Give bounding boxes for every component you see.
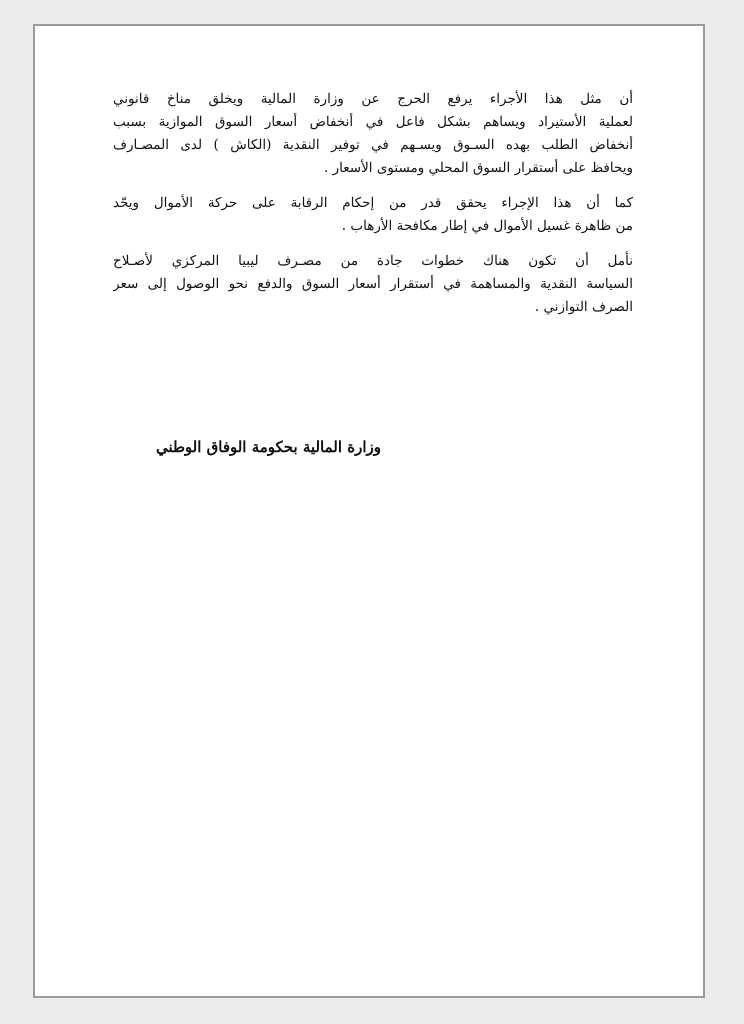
signature-ministry: وزارة المالية بحكومة الوفاق الوطني [155, 438, 381, 456]
paragraph-market-measure [113, 88, 633, 180]
text-line: ويحافظ على أستقرار السوق المحلي ومستوى الأسعار . [324, 160, 633, 176]
text-line: الصرف التوازني . [534, 299, 633, 315]
text-line: أنخفاض الطلب بهده السـوق ويسـهم في توفير النقدية (الكاش ) لدى المصـارف [113, 137, 633, 153]
text-line: لعملية الأستيراد ويساهم بشكل فاعل في أنخفاض أسعار السوق الموازية بسبب [113, 114, 633, 130]
document-page [33, 24, 705, 998]
paragraph-money-laundering [113, 192, 633, 238]
paragraph-central-bank [113, 250, 633, 319]
text-line: السياسة النقدية والمساهمة في أستقرار أسعار السوق والدفع نحو الوصول إلى سعر [113, 276, 633, 292]
text-line: نأمل أن تكون هناك خطوات جادة من مصـرف ليبيا المركزي لأصـلاح [113, 253, 633, 269]
text-line: من ظاهرة غسيل الأموال في إطار مكافحة الأرهاب . [341, 218, 633, 234]
text-line: أن مثل هذا الأجراء يرفع الحرج عن وزارة المالية ويخلق مناخ قانوني [113, 91, 633, 107]
text-line: كما أن هذا الإجراء يحقق قدر من إحكام الرقابة على حركة الأموال ويحّد [113, 195, 633, 211]
document-body [113, 88, 633, 331]
